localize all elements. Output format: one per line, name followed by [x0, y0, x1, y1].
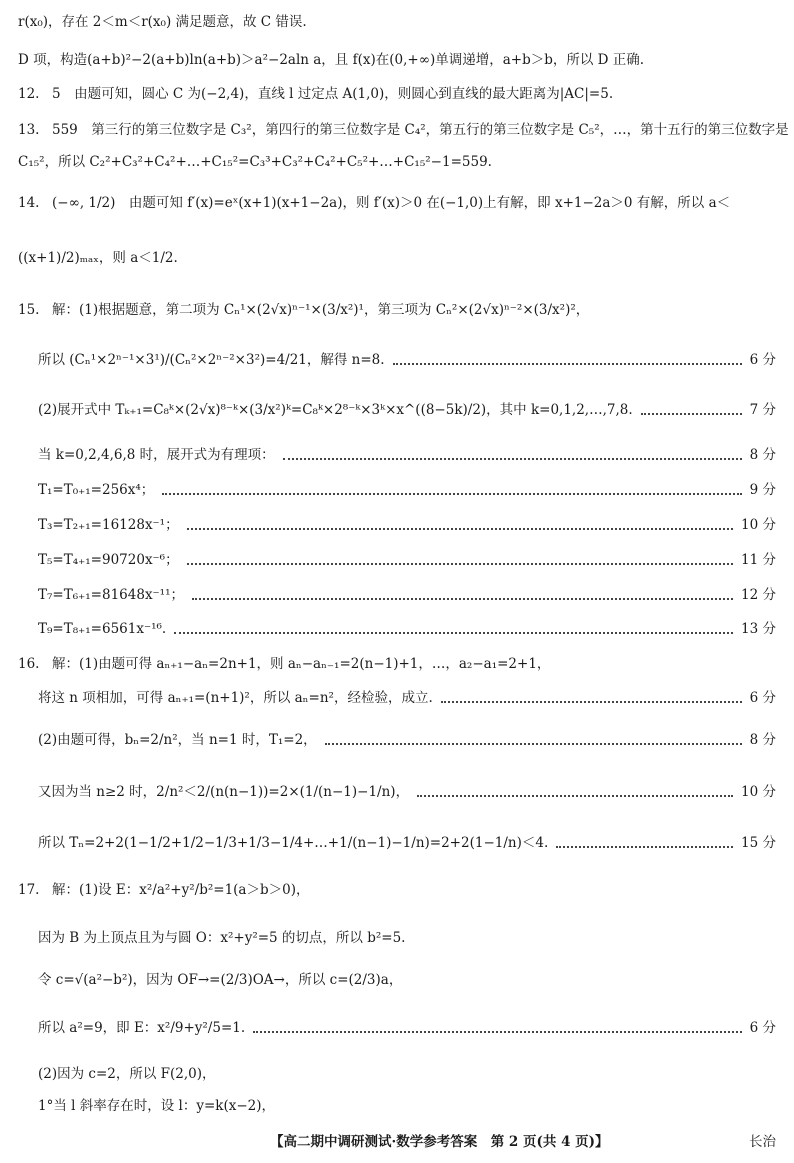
score-mark: 7 分	[749, 402, 776, 418]
score-mark: 10 分	[741, 784, 776, 800]
dot-leader	[187, 563, 733, 565]
dot-leader	[441, 701, 742, 703]
answer-text: T₁=T₀₊₁=256x⁴；	[38, 482, 155, 498]
answer-text: 将这 n 项相加，可得 aₙ₊₁=(n+1)²，所以 aₙ=n²，经检验，成立.	[38, 690, 433, 706]
score-mark: 9 分	[749, 482, 776, 498]
score-mark: 6 分	[749, 690, 776, 706]
answer-text: 解：(1)根据题意，第二项为 Cₙ¹×(2√x)ⁿ⁻¹×(3/x²)¹，第三项为 Cₙ²×(2√x)ⁿ⁻²×(3/x²)²，	[52, 302, 590, 318]
dot-leader	[253, 1031, 742, 1033]
answer-text: r(x₀)，存在 2＜m＜r(x₀) 满足题意，故 C 错误.	[18, 14, 307, 30]
footer-title: 【高二期中调研测试·数学参考答案 第 2 页(共 4 页)】	[270, 1134, 609, 1150]
dot-leader	[283, 458, 742, 460]
score-mark: 8 分	[749, 447, 776, 463]
answer-text: 当 k=0,2,4,6,8 时，展开式为有理项：	[38, 447, 275, 463]
answer-text: (2)展开式中 Tₖ₊₁=C₈ᵏ×(2√x)⁸⁻ᵏ×(3/x²)ᵏ=C₈ᵏ×2⁸⁻ᵏ×3ᵏ×x^((8−5k)/2)，其中 k=0,1,2,…,7,8.	[38, 402, 633, 418]
dot-leader	[417, 795, 733, 797]
answer-text: 所以 (Cₙ¹×2ⁿ⁻¹×3¹)/(Cₙ²×2ⁿ⁻²×3²)=4/21，解得 n=8.	[38, 352, 385, 368]
question-number: 16.	[18, 656, 40, 672]
question-number: 15.	[18, 302, 40, 318]
question-number: 17.	[18, 882, 40, 898]
answer-text: 又因为当 n≥2 时，2/n²＜2/(n(n−1))=2×(1/(n−1)−1/n)，	[38, 784, 410, 800]
score-mark: 13 分	[741, 621, 776, 637]
answer-text: 1°当 l 斜率存在时，设 l：y=k(x−2)，	[38, 1098, 276, 1114]
dot-leader	[174, 632, 733, 634]
answer-text: 所以 Tₙ=2+2(1−1/2+1/2−1/3+1/3−1/4+…+1/(n−1)−1/n)=2+2(1−1/n)＜4.	[38, 835, 549, 851]
dot-leader	[641, 413, 742, 415]
score-mark: 8 分	[749, 732, 776, 748]
score-mark: 11 分	[741, 552, 776, 568]
answer-text: C₁₅²，所以 C₂²+C₃²+C₄²+…+C₁₅²=C₃³+C₃²+C₄²+C₅²+…+C₁₅²−1=559.	[18, 154, 492, 170]
answer-text: 5 由题可知，圆心 C 为(−2,4)，直线 l 过定点 A(1,0)，则圆心到直线的最大距离为|AC|=5.	[52, 86, 614, 102]
score-mark: 15 分	[741, 835, 776, 851]
score-mark: 6 分	[749, 1020, 776, 1036]
dot-leader	[187, 528, 733, 530]
footer-region: 长治	[749, 1134, 776, 1150]
answer-text: T₇=T₆₊₁=81648x⁻¹¹；	[38, 587, 185, 603]
score-mark: 12 分	[741, 587, 776, 603]
answer-text: 因为 B 为上顶点且为与圆 O：x²+y²=5 的切点，所以 b²=5.	[38, 930, 406, 946]
answer-text: 解：(1)设 E：x²/a²+y²/b²=1(a＞b＞0)，	[52, 882, 310, 898]
score-mark: 6 分	[749, 352, 776, 368]
question-number: 13.	[18, 122, 40, 138]
answer-text: 559 第三行的第三位数字是 C₃²，第四行的第三位数字是 C₄²，第五行的第三位数字是 C₅²，…，第十五行的第三位数字是	[52, 122, 789, 138]
dot-leader	[192, 598, 733, 600]
answer-text: (2)因为 c=2，所以 F(2,0)，	[38, 1066, 216, 1082]
dot-leader	[162, 493, 742, 495]
answer-text: T₉=T₈₊₁=6561x⁻¹⁶.	[38, 621, 167, 637]
answer-text: (2)由题可得，bₙ=2/n²，当 n=1 时，T₁=2，	[38, 732, 317, 748]
answer-text: 解：(1)由题可得 aₙ₊₁−aₙ=2n+1，则 aₙ−aₙ₋₁=2(n−1)+1，…，a₂−a₁=2+1，	[52, 656, 551, 672]
question-number: 12.	[18, 86, 40, 102]
dot-leader	[325, 743, 742, 745]
score-mark: 10 分	[741, 517, 776, 533]
question-number: 14.	[18, 195, 40, 211]
answer-text: D 项，构造(a+b)²−2(a+b)ln(a+b)＞a²−2aln a，且 f(x)在(0,+∞)单调递增，a+b＞b，所以 D 正确.	[18, 52, 645, 68]
answer-text: (−∞, 1/2) 由题可知 f′(x)=eˣ(x+1)(x+1−2a)，则 f′(x)＞0 在(−1,0)上有解，即 x+1−2a＞0 有解，所以 a＜	[52, 195, 731, 211]
answer-text: T₃=T₂₊₁=16128x⁻¹；	[38, 517, 179, 533]
answer-text: 所以 a²=9，即 E：x²/9+y²/5=1.	[38, 1020, 246, 1036]
dot-leader	[393, 363, 742, 365]
answer-text: T₅=T₄₊₁=90720x⁻⁶；	[38, 552, 179, 568]
answer-text: ((x+1)/2)ₘₐₓ，则 a＜1/2.	[18, 250, 178, 266]
answer-text: 令 c=√(a²−b²)，因为 OF→=(2/3)OA→，所以 c=(2/3)a，	[38, 972, 403, 988]
dot-leader	[556, 846, 733, 848]
